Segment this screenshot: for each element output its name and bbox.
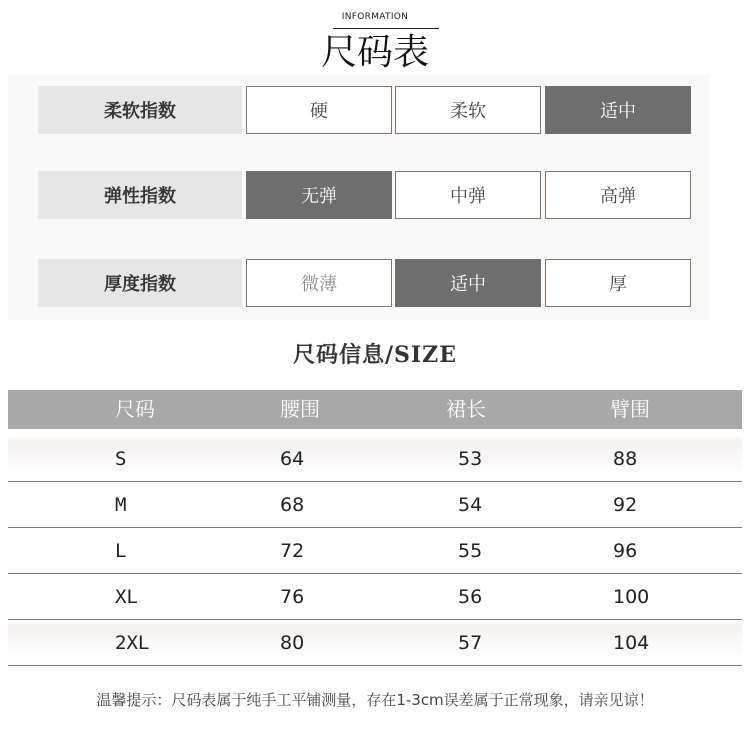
option-no-stretch[interactable]: 无弹 <box>246 171 392 219</box>
option-medium-stretch[interactable]: 中弹 <box>395 171 541 219</box>
size-section-title: 尺码信息/SIZE <box>292 342 458 368</box>
cell-length: 57 <box>458 632 483 654</box>
table-row <box>8 436 742 482</box>
cell-length: 56 <box>458 586 483 608</box>
cell-waist: 80 <box>280 632 305 654</box>
cell-length: 55 <box>458 540 483 562</box>
info-label: INFORMATION <box>341 12 409 22</box>
table-row <box>8 482 742 528</box>
property-panel <box>8 74 710 320</box>
cell-waist: 64 <box>280 448 305 470</box>
table-row <box>8 574 742 620</box>
option-thin[interactable]: 微薄 <box>246 259 392 307</box>
page-title: 尺码表 <box>320 32 429 73</box>
cell-size: S <box>115 448 127 470</box>
cell-waist: 72 <box>280 540 305 562</box>
cell-arm: 104 <box>613 632 650 654</box>
table-row <box>8 620 742 666</box>
size-table-header <box>8 390 742 429</box>
cell-length: 53 <box>458 448 483 470</box>
cell-arm: 100 <box>613 586 650 608</box>
column-header-length: 裙长 <box>446 397 486 421</box>
property-label: 弹性指数 <box>38 171 242 219</box>
cell-arm: 96 <box>613 540 638 562</box>
measurement-footnote: 温馨提示：尺码表属于纯手工平铺测量，存在1-3cm误差属于正常现象，请亲见谅！ <box>96 691 654 709</box>
property-label: 厚度指数 <box>38 259 242 307</box>
option-hard[interactable]: 硬 <box>246 86 392 134</box>
column-header-size: 尺码 <box>115 397 155 421</box>
option-soft[interactable]: 柔软 <box>395 86 541 134</box>
option-thick[interactable]: 厚 <box>545 259 691 307</box>
cell-length: 54 <box>458 494 483 516</box>
column-header-waist: 腰围 <box>280 397 320 421</box>
cell-waist: 68 <box>280 494 305 516</box>
cell-size: 2XL <box>115 632 150 654</box>
cell-arm: 92 <box>613 494 638 516</box>
option-moderate[interactable]: 适中 <box>545 86 691 134</box>
table-row <box>8 528 742 574</box>
cell-arm: 88 <box>613 448 638 470</box>
column-header-arm: 臂围 <box>610 397 650 421</box>
cell-size: M <box>115 494 127 516</box>
cell-waist: 76 <box>280 586 305 608</box>
property-label: 柔软指数 <box>38 86 242 134</box>
option-moderate-thickness[interactable]: 适中 <box>395 259 541 307</box>
header-rule <box>333 28 439 29</box>
cell-size: L <box>115 540 127 562</box>
cell-size: XL <box>115 586 138 608</box>
option-high-stretch[interactable]: 高弹 <box>545 171 691 219</box>
